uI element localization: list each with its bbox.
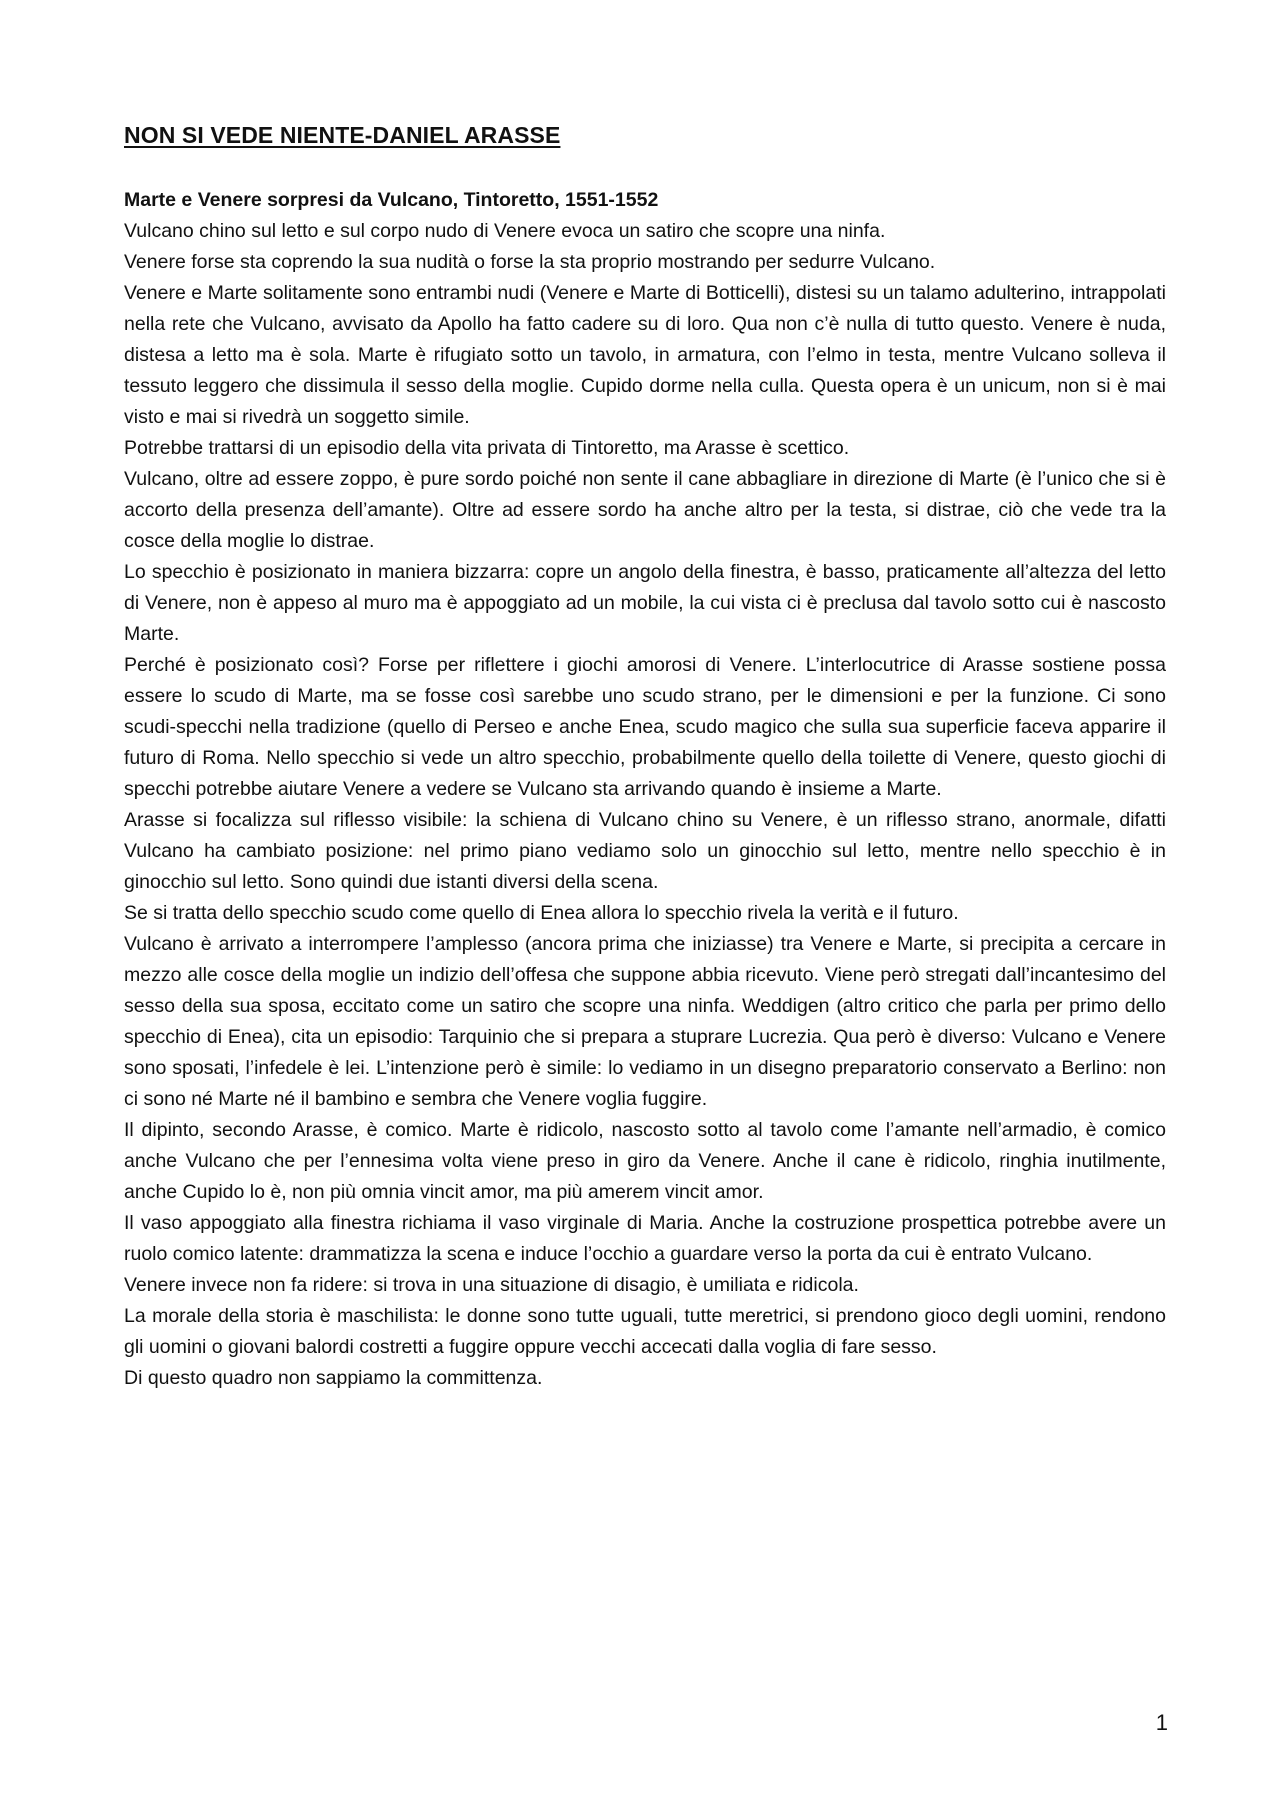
paragraph: Di questo quadro non sappiamo la committenza.	[124, 1367, 543, 1389]
paragraph: Arasse si focalizza sul riflesso visibile: la schiena di Vulcano chino su Venere, è un riflesso strano, anormale, difatti Vulcano ha cambiato posizione: nel primo piano vediamo solo un ginocchio sul letto, mentre nello specchio è in ginocchio sul letto. Sono quindi due istanti diversi della scena.	[124, 809, 1166, 893]
paragraph: Vulcano, oltre ad essere zoppo, è pure sordo poiché non sente il cane abbagliare in direzione di Marte (è l’unico che si è accorto della presenza dell’amante). Oltre ad essere sordo ha anche altro per la testa, si distrae, ciò che vede tra la cosce della moglie lo distrae.	[124, 468, 1166, 552]
paragraph: La morale della storia è maschilista: le donne sono tutte uguali, tutte meretrici, si prendono gioco degli uomini, rendono gli uomini o giovani balordi costretti a fuggire oppure vecchi accecati dalla voglia di fare sesso.	[124, 1305, 1166, 1358]
document-content	[124, 122, 1166, 1394]
paragraph: Lo specchio è posizionato in maniera bizzarra: copre un angolo della finestra, è basso, praticamente all’altezza del letto di Venere, non è appeso al muro ma è appoggiato ad un mobile, la cui vista ci è preclusa dal tavolo sotto cui è nascosto Marte.	[124, 561, 1166, 645]
page-number: 1	[1155, 1710, 1168, 1735]
paragraph: Potrebbe trattarsi di un episodio della vita privata di Tintoretto, ma Arasse è scettico.	[124, 437, 850, 459]
paragraph: Venere invece non fa ridere: si trova in una situazione di disagio, è umiliata e ridicola.	[124, 1274, 859, 1296]
section-heading: Marte e Venere sorpresi da Vulcano, Tintoretto, 1551-1552	[124, 189, 659, 211]
paragraph: Venere e Marte solitamente sono entrambi nudi (Venere e Marte di Botticelli), distesi su un talamo adulterino, intrappolati nella rete che Vulcano, avvisato da Apollo ha fatto cadere su di loro. Qua non c’è nulla di tutto questo. Venere è nuda, distesa a letto ma è sola. Marte è rifugiato sotto un tavolo, in armatura, con l’elmo in testa, mentre Vulcano solleva il tessuto leggero che dissimula il sesso della moglie. Cupido dorme nella culla. Questa opera è un unicum, non si è mai visto e mai si rivedrà un soggetto simile.	[124, 282, 1166, 428]
paragraph: Il vaso appoggiato alla finestra richiama il vaso virginale di Maria. Anche la costruzione prospettica potrebbe avere un ruolo comico latente: drammatizza la scena e induce l’occhio a guardare verso la porta da cui è entrato Vulcano.	[124, 1212, 1166, 1265]
body-text	[124, 216, 1166, 1394]
paragraph: Venere forse sta coprendo la sua nudità o forse la sta proprio mostrando per sedurre Vulcano.	[124, 251, 936, 273]
paragraph: Vulcano chino sul letto e sul corpo nudo di Venere evoca un satiro che scopre una ninfa.	[124, 220, 886, 242]
paragraph: Perché è posizionato così? Forse per riflettere i giochi amorosi di Venere. L’interlocutrice di Arasse sostiene possa essere lo scudo di Marte, ma se fosse così sarebbe uno scudo strano, per le dimensioni e per la funzione. Ci sono scudi-specchi nella tradizione (quello di Perseo e anche Enea, scudo magico che sulla sua superficie faceva apparire il futuro di Roma. Nello specchio si vede un altro specchio, probabilmente quello della toilette di Venere, questo giochi di specchi potrebbe aiutare Venere a vedere se Vulcano sta arrivando quando è insieme a Marte.	[124, 654, 1166, 800]
document-title: NON SI VEDE NIENTE-DANIEL ARASSE	[124, 122, 561, 148]
paragraph: Il dipinto, secondo Arasse, è comico. Marte è ridicolo, nascosto sotto al tavolo come l’amante nell’armadio, è comico anche Vulcano che per l’ennesima volta viene preso in giro da Venere. Anche il cane è ridicolo, ringhia inutilmente, anche Cupido lo è, non più omnia vincit amor, ma più amerem vincit amor.	[124, 1119, 1166, 1203]
paragraph: Vulcano è arrivato a interrompere l’amplesso (ancora prima che iniziasse) tra Venere e Marte, si precipita a cercare in mezzo alle cosce della moglie un indizio dell’offesa che suppone abbia ricevuto. Viene però stregati dall’incantesimo del sesso della sua sposa, eccitato come un satiro che scopre una ninfa. Weddigen (altro critico che parla per primo dello specchio di Enea), cita un episodio: Tarquinio che si prepara a stuprare Lucrezia. Qua però è diverso: Vulcano e Venere sono sposati, l’infedele è lei. L’intenzione però è simile: lo vediamo in un disegno preparatorio conservato a Berlino: non ci sono né Marte né il bambino e sembra che Venere voglia fuggire.	[124, 933, 1166, 1110]
paragraph: Se si tratta dello specchio scudo come quello di Enea allora lo specchio rivela la verità e il futuro.	[124, 902, 959, 924]
